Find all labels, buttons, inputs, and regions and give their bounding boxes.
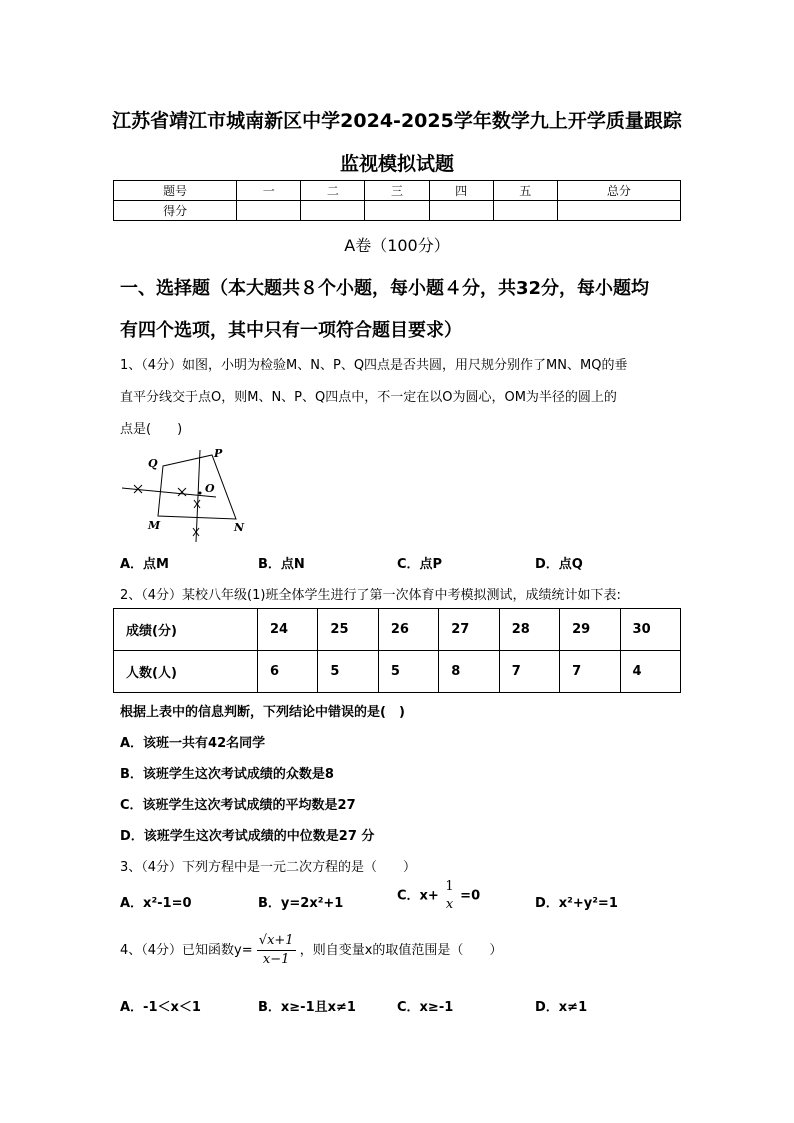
cell: 6: [258, 651, 318, 693]
q1-line1: 1、（4分）如图，小明为检验M、N、P、Q四点是否共圆，用尺规分别作了MN、MQ的垂: [120, 358, 628, 373]
q2-score-table: [113, 608, 681, 693]
q1-figure: [110, 440, 310, 550]
score-cell: [237, 201, 301, 221]
score-cell: [493, 201, 557, 221]
q4-stem-post: ，则自变量x的取值范围是（ ）: [299, 943, 503, 958]
title-line1: 江苏省靖江市城南新区中学2024-2025学年数学九上开学质量跟踪: [112, 110, 682, 132]
score-header: 三: [365, 181, 429, 201]
score-table: [113, 180, 681, 221]
cell: 30: [620, 609, 680, 651]
cell: 5: [318, 651, 378, 693]
q4-option-b[interactable]: B．x≥-1且x≠1: [258, 1000, 356, 1015]
q2-option-b[interactable]: B．该班学生这次考试成绩的众数是8: [120, 767, 334, 782]
label-o: O: [205, 482, 215, 495]
score-header: 题号: [114, 181, 237, 201]
cell: 成绩(分): [114, 609, 258, 651]
label-m: M: [148, 519, 161, 532]
cell: 26: [378, 609, 438, 651]
q2-option-c[interactable]: C．该班学生这次考试成绩的平均数是27: [120, 798, 356, 813]
q3-option-c-post: =0: [460, 888, 481, 904]
denominator: x−1: [262, 952, 290, 967]
volume-label: A卷（100分）: [344, 236, 450, 255]
q4-option-a[interactable]: A．-1＜x＜1: [120, 1000, 201, 1015]
cell: 7: [499, 651, 559, 693]
section-heading-2: 有四个选项，其中只有一项符合题目要求）: [120, 320, 462, 341]
q2-option-d[interactable]: D．该班学生这次考试成绩的中位数是27 分: [120, 829, 375, 844]
numerator: 1: [445, 879, 454, 894]
q3-option-c[interactable]: [397, 878, 480, 914]
cell: 4: [620, 651, 680, 693]
q2-option-a[interactable]: A．该班一共有42名同学: [120, 736, 266, 751]
cell: 8: [439, 651, 499, 693]
q1-line3: 点是( ): [120, 422, 183, 437]
q3-option-d[interactable]: D．x²+y²=1: [535, 896, 618, 911]
title-line2: 监视模拟试题: [339, 153, 454, 175]
q2-stem: 2、（4分）某校八年级(1)班全体学生进行了第一次体育中考模拟测试，成绩统计如下表:: [120, 588, 621, 603]
cell: 24: [258, 609, 318, 651]
cell: 7: [560, 651, 620, 693]
q3-option-a[interactable]: A．x²-1=0: [120, 896, 192, 911]
score-header: 五: [493, 181, 557, 201]
label-n: N: [234, 521, 245, 534]
denominator: x: [445, 897, 454, 912]
q2-question: 根据上表中的信息判断，下列结论中错误的是( ): [120, 705, 405, 720]
score-cell: [429, 201, 493, 221]
score-cell: [365, 201, 429, 221]
q3-option-b[interactable]: B．y=2x²+1: [258, 896, 344, 911]
q4-stem: [120, 932, 502, 969]
q3-option-c-pre: C．x+: [397, 888, 439, 904]
label-p: P: [214, 447, 223, 460]
fraction: [257, 932, 296, 969]
q1-option-d[interactable]: D．点Q: [535, 557, 583, 572]
q4-option-d[interactable]: D．x≠1: [535, 1000, 588, 1015]
score-cell: [301, 201, 365, 221]
cell: 27: [439, 609, 499, 651]
q1-option-c[interactable]: C．点P: [397, 557, 443, 572]
q1-line2: 直平分线交于点O，则M、N、P、Q四点中，不一定在以O为圆心，OM为半径的圆上的: [120, 390, 617, 405]
cell: 5: [378, 651, 438, 693]
q3-stem: 3、（4分）下列方程中是一元二次方程的是（ ）: [120, 860, 417, 875]
cell: 25: [318, 609, 378, 651]
fraction: [443, 878, 455, 914]
score-header: 一: [237, 181, 301, 201]
score-header: 二: [301, 181, 365, 201]
cell: 人数(人): [114, 651, 258, 693]
cell: 29: [560, 609, 620, 651]
q4-stem-pre: 4、（4分）已知函数y=: [120, 943, 253, 958]
q4-option-c[interactable]: C．x≥-1: [397, 1000, 454, 1015]
label-q: Q: [148, 457, 158, 470]
numerator: √x+1: [257, 932, 296, 951]
score-header: 总分: [557, 181, 680, 201]
score-cell: [557, 201, 680, 221]
q1-option-b[interactable]: B．点N: [258, 557, 305, 572]
cell: 28: [499, 609, 559, 651]
score-row-label: 得分: [114, 201, 237, 221]
score-header: 四: [429, 181, 493, 201]
section-heading-1: 一、选择题（本大题共８个小题，每小题４分，共32分，每小题均: [120, 278, 650, 299]
q1-option-a[interactable]: A．点M: [120, 557, 169, 572]
